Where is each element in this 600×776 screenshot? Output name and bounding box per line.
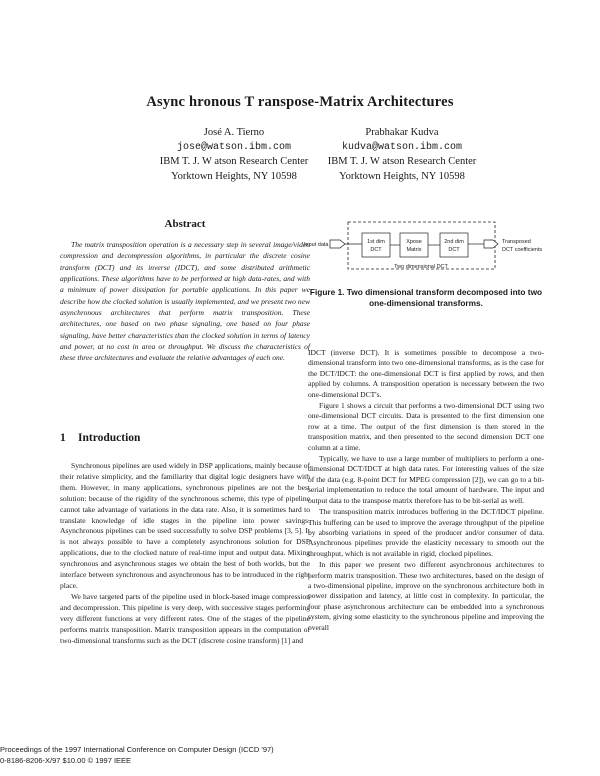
paragraph: Synchronous pipelines are used widely in DSP applications, mainly because of their relative simplicity, and the familiarity that digital logic designers have with them. However, in many applications, synchronous pipelines are not the best solution: because of the rigidity of the synchronous scheme, this type of pipeline cannot take advantage of variations in the data rate. Also, it is sometimes hard to translate knowledge of idle stages in the pipeline into power savings. Asynchronous pipelines can be used successfully to solve DSP problems [3, 5]. It is not always possible to have a completely asynchronous solution for DSP applications, due to the clocked nature of real-time input and output data. Mixing synchronous and asynchronous stages we obtain the best of both worlds, but the interface between synchronous and asynchronous has to be introduced in the right place. <box>60 461 310 590</box>
author-block <box>302 126 502 184</box>
page-footer <box>0 744 600 766</box>
figure-diagram <box>296 218 556 283</box>
block-label: 2nd dim <box>444 239 464 245</box>
footer-proceedings: Proceedings of the 1997 International Conference on Computer Design (ICCD '97) <box>0 745 274 754</box>
block-label: 1st dim <box>367 239 385 245</box>
author-name: José A. Tierno <box>203 127 265 138</box>
abstract-heading: Abstract <box>164 218 206 230</box>
section-heading <box>60 432 140 444</box>
paper-title: Async hronous T ranspose-Matrix Architectures <box>146 94 454 110</box>
paragraph: We have targeted parts of the pipeline used in block-based image compression and decompression. This pipeline is very deep, with successive stages performing very different functions at very different rates. One of the stages of the pipeline performs matrix transposition. Matrix transposition appears in the computation of two-dimensional transforms such as the DCT (discrete cosine transform) [1] and <box>60 591 310 645</box>
abstract-text: The matrix transposition operation is a necessary step in several image/video compression and decompression algorithms, in particular the discrete cosine transform (DCT) and its inverse (IDCT), and some distributed arithmetic applications. These algorithms have to be performed at high data-rates, and with a minimum of power dissipation for portable applications. In this paper we describe how the clocked solution is usually implemented, and we present two new asynchronous architectures that perform matrix transposition. These architectures, one based on two phase signaling, one based on four phase signaling, have better characteristics than the clocked solution in terms of latency and power, at no cost in area or throughput. We discuss the characteristics of these three architectures and evaluate the relative advantages of each one. <box>60 240 310 363</box>
author-email: jose@watson.ibm.com <box>176 141 292 153</box>
paragraph: IDCT (inverse DCT). It is sometimes possible to decompose a two-dimensional transform into two one-dimensional transforms, as is the case for the DCT/IDCT: the one-dimensional DCT is first applied by rows, and then applied by columns. A transposition operation is necessary between the two one-dimensional DCT's. <box>308 348 544 399</box>
output-label: DCT coefficients <box>502 247 543 253</box>
author-location: Yorktown Heights, NY 10598 <box>171 170 297 182</box>
block-1st-dim-dct <box>362 233 390 257</box>
block-2nd-dim-dct <box>440 233 468 257</box>
intro-body <box>60 461 310 646</box>
author-email: kudva@watson.ibm.com <box>341 141 463 153</box>
paragraph: In this paper we present two different asynchronous architectures to perform matrix transposition. These two architectures, based on the design of a two-dimensional pipeline, improve on the synchronous architecture both in power dissipation and latency, at little cost in complexity. In particular, the four phase asynchronous architecture can be embedded into a synchronous system, giving some elasticity to the synchronous pipeline and improving the overall <box>308 560 544 632</box>
block-label: Matrix <box>406 247 422 253</box>
paragraph: Typically, we have to use a large number of multipliers to perform a one-dimensional DCT/IDCT at high data rates. For interesting values of the size of the data (e.g. 8-point DCT for MPEG compression [2]), we can go to a bit-serial implementation to reduce the total amount of hardware. The input and output data to the transpose matrix therefore has to be bit-serial as well. <box>308 454 544 505</box>
author-name: Prabhakar Kudva <box>365 127 439 138</box>
input-label: Input data <box>304 242 329 248</box>
author-affiliation: IBM T. J. W atson Research Center <box>327 156 477 167</box>
section-number: 1 <box>60 432 66 444</box>
block-label: Xpose <box>406 239 422 245</box>
input-arrow <box>330 240 345 248</box>
right-column-body <box>308 348 544 634</box>
group-label: Two dimensional DCT <box>394 264 448 270</box>
block-label: DCT <box>448 247 460 253</box>
section-title: Introduction <box>78 432 141 444</box>
author-affiliation: IBM T. J. W atson Research Center <box>159 156 309 167</box>
figure-caption: Figure 1. Two dimensional transform decomposed into two one-dimensional transforms. <box>309 287 543 308</box>
block-xpose-matrix <box>400 233 428 257</box>
paragraph: The transposition matrix introduces buffering in the DCT/IDCT pipeline. This buffering can be used to improve the average throughput of the pipeline by absorbing variations in speed of the producer and/or consumer of data. Asynchronous pipelines provide the elasticity necessary to smooth out the throughput, which is not available in rigid, clocked pipelines. <box>308 507 544 558</box>
output-label: Transposed <box>502 239 531 245</box>
author-location: Yorktown Heights, NY 10598 <box>339 170 465 182</box>
block-label: DCT <box>370 247 382 253</box>
footer-copyright: 0-8186-8206-X/97 $10.00 © 1997 IEEE <box>0 756 132 765</box>
paragraph: Figure 1 shows a circuit that performs a two-dimensional DCT using two one-dimensional DCT circuits. Data is presented to the first dimension one row at a time. The output of the first dimension is then stored in the transposition matrix, and then presented to the second dimension DCT one column at a time. <box>308 401 544 452</box>
output-arrow <box>484 240 498 248</box>
